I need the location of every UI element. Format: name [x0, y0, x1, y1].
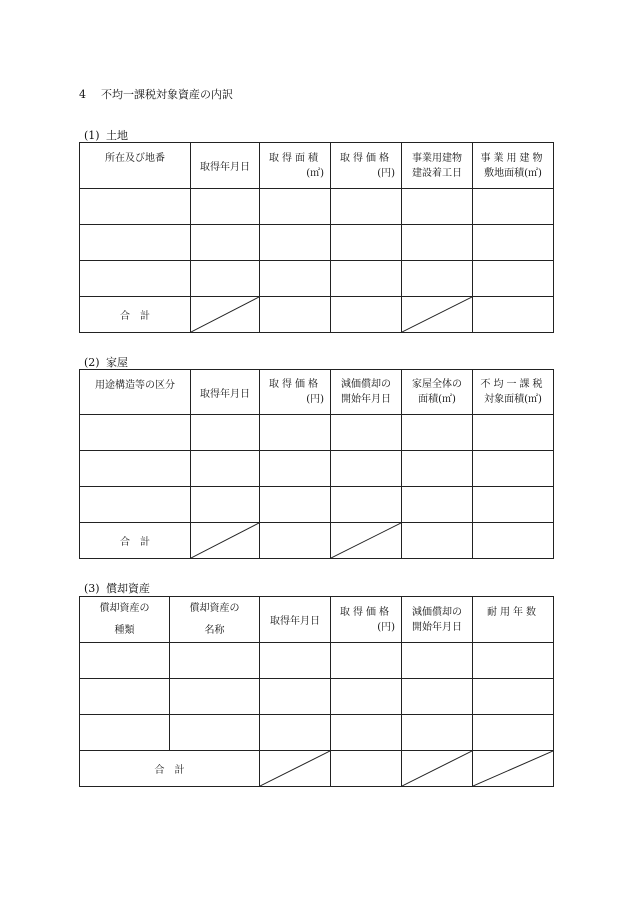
house-row [80, 487, 554, 523]
land-row [80, 261, 554, 297]
house-table [79, 369, 554, 559]
land-cell[interactable] [80, 225, 191, 261]
depreciable-header-life [473, 597, 554, 643]
depreciable-total-slash-cell [402, 751, 473, 787]
house-header-nonuniform-line2: 対象面積(㎡) [484, 394, 542, 405]
depreciable-cell[interactable] [260, 715, 331, 751]
house-total-slash-cell [331, 523, 402, 559]
land-header-bldg-area-line2: 敷地面積(㎡) [484, 167, 542, 179]
depreciable-cell[interactable] [402, 715, 473, 751]
house-cell[interactable] [80, 487, 191, 523]
depreciable-header-name-line1: 償却資産の [189, 602, 240, 614]
diagonal-slash [191, 297, 259, 332]
depreciable-header-acq-date-label: 取得年月日 [270, 616, 320, 627]
depreciable-cell[interactable] [473, 643, 554, 679]
house-header-whole [402, 370, 473, 415]
depreciable-header-price-line1: 取得価格 [340, 606, 392, 618]
house-header-price [260, 370, 331, 415]
house-header-price-line2: (円) [306, 394, 324, 405]
depreciable-table [79, 596, 554, 787]
land-heading-number: (1) [84, 129, 100, 142]
house-header-row [80, 370, 554, 415]
house-cell[interactable] [402, 451, 473, 487]
depreciable-cell[interactable] [473, 715, 554, 751]
land-total-row [80, 297, 554, 333]
house-total-price[interactable] [260, 523, 331, 559]
depreciable-cell[interactable] [260, 679, 331, 715]
land-total-label-text: 合 計 [120, 311, 150, 322]
section-number: 4 [79, 88, 86, 101]
house-heading-text: 家屋 [106, 356, 128, 369]
land-cell[interactable] [260, 225, 331, 261]
house-cell[interactable] [260, 451, 331, 487]
land-header-area-line1: 取得面積 [269, 152, 321, 164]
section-title-text: 不均一課税対象資産の内訳 [101, 88, 233, 101]
depreciable-header-life-label: 耐用年数 [487, 607, 539, 618]
house-cell[interactable] [191, 451, 260, 487]
depreciable-cell[interactable] [473, 679, 554, 715]
house-cell[interactable] [331, 415, 402, 451]
land-header-area-line2: (㎡) [306, 167, 324, 179]
land-cell[interactable] [260, 261, 331, 297]
land-header-price-line2: (円) [377, 167, 395, 179]
land-header-location [80, 143, 191, 189]
land-header-bldg-area [473, 143, 554, 189]
depreciable-header-row [80, 597, 554, 643]
depreciable-total-slash-cell [260, 751, 331, 787]
house-cell[interactable] [331, 487, 402, 523]
land-cell[interactable] [331, 225, 402, 261]
land-cell[interactable] [402, 189, 473, 225]
depreciable-total-row [80, 751, 554, 787]
house-cell[interactable] [402, 487, 473, 523]
house-total-label [80, 523, 191, 559]
depreciable-heading-number: (3) [84, 582, 100, 595]
house-cell[interactable] [191, 487, 260, 523]
depreciable-header-price-line2: (円) [377, 621, 395, 633]
depreciable-header-acq-date [260, 597, 331, 643]
house-cell[interactable] [473, 451, 554, 487]
land-header-price-line1: 取得価格 [340, 152, 392, 164]
house-cell[interactable] [260, 415, 331, 451]
land-table [79, 142, 554, 333]
land-cell[interactable] [191, 189, 260, 225]
depreciable-row [80, 643, 554, 679]
land-total-label [80, 297, 191, 333]
diagonal-slash [402, 751, 472, 786]
depreciable-cell[interactable] [80, 679, 170, 715]
land-total-slash-cell [402, 297, 473, 333]
house-header-whole-line1: 家屋全体の [412, 379, 462, 390]
house-cell[interactable] [191, 415, 260, 451]
depreciable-header-name-line2: 名称 [204, 624, 225, 636]
land-cell[interactable] [80, 261, 191, 297]
depreciable-header-type-line1: 償却資産の [99, 602, 150, 614]
house-cell[interactable] [402, 415, 473, 451]
land-header-acq-date [191, 143, 260, 189]
depreciable-heading-text: 償却資産 [106, 582, 150, 595]
house-cell[interactable] [473, 415, 554, 451]
land-cell[interactable] [331, 189, 402, 225]
house-total-nonuniform-area[interactable] [473, 523, 554, 559]
diagonal-slash [260, 751, 330, 786]
depreciable-total-price[interactable] [331, 751, 402, 787]
depreciable-cell[interactable] [260, 643, 331, 679]
depreciable-total-label [80, 751, 260, 787]
depreciable-cell[interactable] [80, 715, 170, 751]
house-header-dep [331, 370, 402, 415]
land-cell[interactable] [191, 261, 260, 297]
land-cell[interactable] [80, 189, 191, 225]
house-header-whole-line2: 面積(㎡) [418, 394, 456, 405]
land-total-slash-cell [191, 297, 260, 333]
house-row [80, 415, 554, 451]
land-header-bldg-area-line1: 事業用建物 [480, 152, 546, 164]
depreciable-header-dep-line2: 開始年月日 [412, 621, 462, 633]
depreciable-total-label-text: 合 計 [154, 765, 185, 776]
depreciable-total-slash-cell [473, 751, 554, 787]
depreciable-heading [84, 580, 150, 596]
land-header-bldg-start-line1: 事業用建物 [412, 152, 462, 164]
depreciable-header-dep-line1: 減価償却の [412, 606, 462, 618]
land-heading-text: 土地 [106, 129, 128, 142]
depreciable-row [80, 715, 554, 751]
diagonal-slash [402, 297, 472, 332]
land-heading [84, 127, 128, 143]
land-cell[interactable] [260, 189, 331, 225]
land-header-area [260, 143, 331, 189]
house-total-slash-cell [191, 523, 260, 559]
house-cell[interactable] [331, 451, 402, 487]
land-header-bldg-start [402, 143, 473, 189]
depreciable-cell[interactable] [402, 643, 473, 679]
house-cell[interactable] [260, 487, 331, 523]
depreciable-header-price [331, 597, 402, 643]
land-header-location-label: 所在及び地番 [105, 153, 165, 164]
house-cell[interactable] [80, 451, 191, 487]
depreciable-cell[interactable] [80, 643, 170, 679]
land-total-price[interactable] [331, 297, 402, 333]
depreciable-cell[interactable] [170, 715, 260, 751]
depreciable-header-type-line2: 種類 [114, 624, 135, 636]
depreciable-row [80, 679, 554, 715]
depreciable-cell[interactable] [331, 679, 402, 715]
land-header-row [80, 143, 554, 189]
house-header-dep-line2: 開始年月日 [341, 394, 391, 405]
house-header-dep-line1: 減価償却の [341, 379, 391, 390]
land-total-area[interactable] [260, 297, 331, 333]
land-header-acq-date-label: 取得年月日 [200, 162, 250, 173]
house-total-row [80, 523, 554, 559]
land-cell[interactable] [331, 261, 402, 297]
house-header-acq-date-label: 取得年月日 [200, 388, 250, 400]
depreciable-header-dep [402, 597, 473, 643]
house-header-price-line1: 取得価格 [269, 379, 321, 390]
land-cell[interactable] [402, 261, 473, 297]
house-header-nonuniform-line1: 不均一課税 [480, 379, 546, 390]
depreciable-cell[interactable] [402, 679, 473, 715]
diagonal-slash [331, 523, 401, 558]
land-row [80, 189, 554, 225]
house-total-label-text: 合 計 [120, 537, 150, 548]
land-header-bldg-start-line2: 建設着工日 [412, 167, 462, 179]
house-row [80, 451, 554, 487]
depreciable-header-type [80, 597, 170, 643]
house-heading [84, 354, 128, 370]
depreciable-cell[interactable] [331, 643, 402, 679]
section-title [79, 86, 233, 102]
land-cell[interactable] [402, 225, 473, 261]
land-cell[interactable] [191, 225, 260, 261]
depreciable-cell[interactable] [170, 643, 260, 679]
house-total-whole-area[interactable] [402, 523, 473, 559]
house-cell[interactable] [473, 487, 554, 523]
house-header-use-label: 用途構造等の区分 [95, 380, 175, 391]
land-cell[interactable] [473, 225, 554, 261]
house-heading-number: (2) [84, 356, 100, 369]
land-total-bldg-area[interactable] [473, 297, 554, 333]
diagonal-slash [473, 751, 553, 786]
depreciable-cell[interactable] [331, 715, 402, 751]
depreciable-cell[interactable] [170, 679, 260, 715]
house-header-acq-date [191, 370, 260, 415]
house-header-nonuniform [473, 370, 554, 415]
diagonal-slash [191, 523, 259, 558]
depreciable-header-name [170, 597, 260, 643]
land-cell[interactable] [473, 261, 554, 297]
house-cell[interactable] [80, 415, 191, 451]
land-header-price [331, 143, 402, 189]
land-cell[interactable] [473, 189, 554, 225]
land-row [80, 225, 554, 261]
house-header-use [80, 370, 191, 415]
